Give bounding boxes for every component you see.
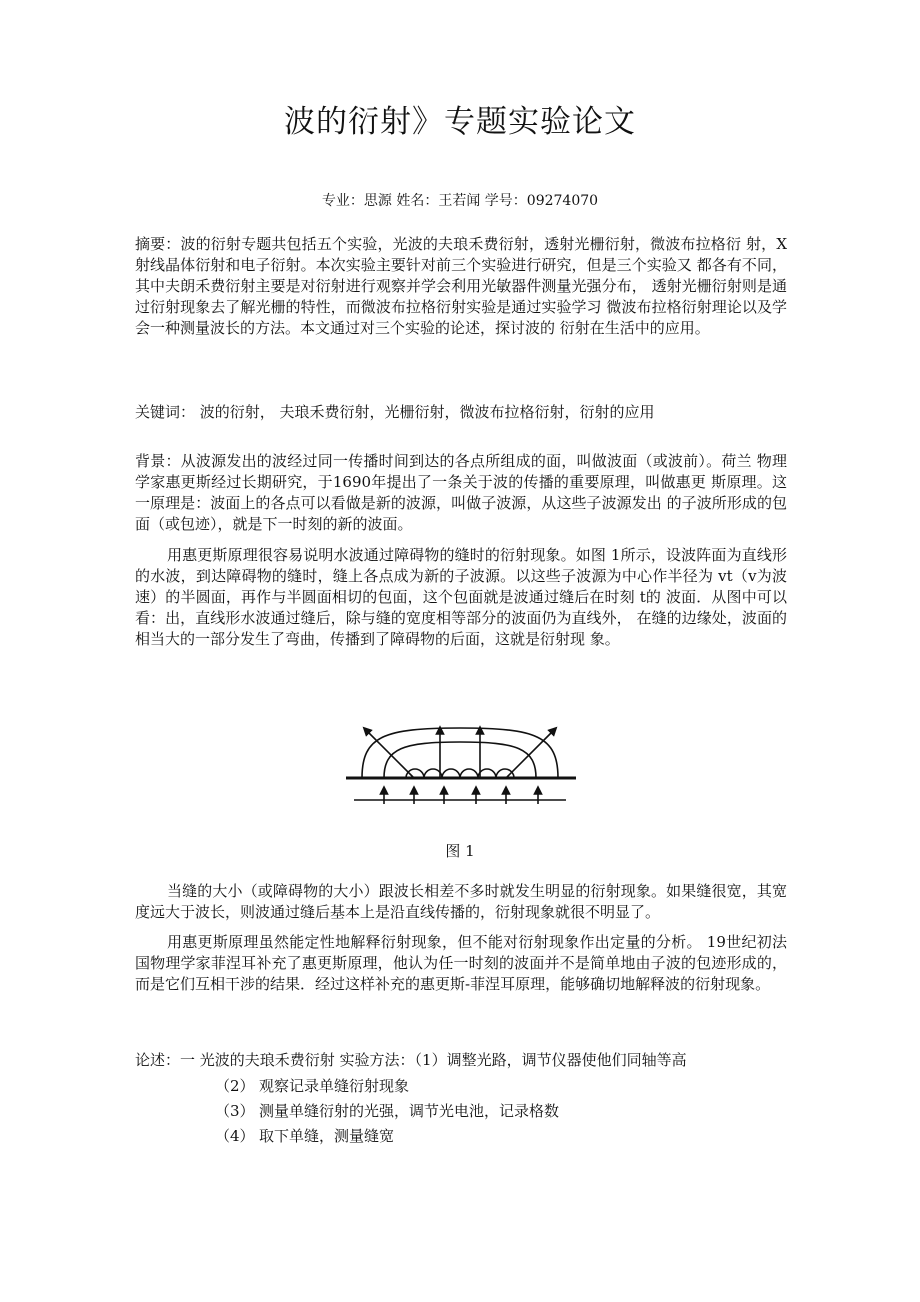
abstract-paragraph: 摘要：波的衍射专题共包括五个实验，光波的夫琅禾费衍射，透射光栅衍射，微波布拉格衍 射，X射线晶体衍射和电子衍射。本次实验主要针对前三个实验进行研究，但是三个实验又 都各有不同，其中夫朗禾费衍射主要是对衍射进行观察并学会利用光敏器件测量光强分布， 透射光栅衍射则是通过衍射现象去了解光栅的特性，而微波布拉格衍射实验是通过实验学习 微波布拉格衍射理论以及学会一种测量波长的方法。本文通过对三个实验的论述，探讨波的 衍射在生活中的应用。 (135, 235, 787, 337)
step-number: （4） (215, 1127, 255, 1145)
step-text: 取下单缝，测量缝宽 (259, 1127, 395, 1145)
discussion-line: 论述：一 光波的夫琅禾费衍射 实验方法：（1）调整光路，调节仪器使他们同轴等高 (135, 1051, 687, 1069)
background-paragraph: 背景：从波源发出的波经过同一传播时间到达的各点所组成的面，叫做波面（或波前）。荷兰 物理学家惠更斯经过长期研究，于1690年提出了一条关于波的传播的重要原理，叫做惠更 斯原理。这一原理是：波面上的各点可以看做是新的波源，叫做子波源，从这些子波源发出 的子波所形成的包面（或包迹），就是下一时刻的新的波面。 (135, 452, 787, 533)
method-step (215, 1075, 409, 1096)
keywords-line: 关键词： 波的衍射， 夫琅禾费衍射，光栅衍射，微波布拉格衍射，衍射的应用 (135, 403, 655, 421)
slit-size-paragraph: 当缝的大小（或障碍物的大小）跟波长相差不多时就发生明显的衍射现象。如果缝很宽，其宽度远大于波长，则波通过缝后基本上是沿直线传播的，衍射现象就很不明显了。 (135, 882, 787, 921)
wave-diagram (346, 728, 576, 804)
step-number: （2） (215, 1077, 255, 1095)
diffraction-figure (344, 718, 576, 806)
figure-caption: 图 1 (445, 842, 475, 860)
method-step (215, 1100, 559, 1121)
author-info: 专业：思源 姓名：王若闻 学号：09274070 (321, 193, 599, 209)
right-ray (506, 730, 554, 778)
huygens-paragraph: 用惠更斯原理很容易说明水波通过障碍物的缝时的衍射现象。如图 1所示，设波阵面为直线形的水波，到达障碍物的缝时，缝上各点成为新的子波源。以这些子波源为中心作半径为 vt（v为波速）的半圆面，再作与半圆面相切的包面，这个包面就是波通过缝后在时刻 t的 波面．从图中可以看：出，直线形水波通过缝后，除与缝的宽度相等部分的波面仍为直线外， 在缝的边缘处，波面的相当大的一部分发生了弯曲，传播到了障碍物的后面，这就是衍射现 象。 (135, 546, 787, 648)
fresnel-paragraph: 用惠更斯原理虽然能定性地解释衍射现象，但不能对衍射现象作出定量的分析。 19世纪初法国物理学家菲涅耳补充了惠更斯原理，他认为任一时刻的波面并不是简单地由子波的包迹形成的，而是它们互相干涉的结果．经过这样补充的惠更斯-菲涅耳原理，能够确切地解释波的衍射现象。 (135, 933, 787, 993)
left-ray (366, 730, 414, 778)
step-text: 观察记录单缝衍射现象 (259, 1077, 410, 1095)
outer-wavefront (362, 728, 558, 778)
page-title: 波的衍射》专题实验论文 (284, 104, 636, 140)
step-text: 测量单缝衍射的光强，调节光电池，记录格数 (259, 1102, 560, 1120)
inner-wavefront (384, 742, 536, 778)
method-step (215, 1125, 394, 1146)
step-number: （3） (215, 1102, 255, 1120)
